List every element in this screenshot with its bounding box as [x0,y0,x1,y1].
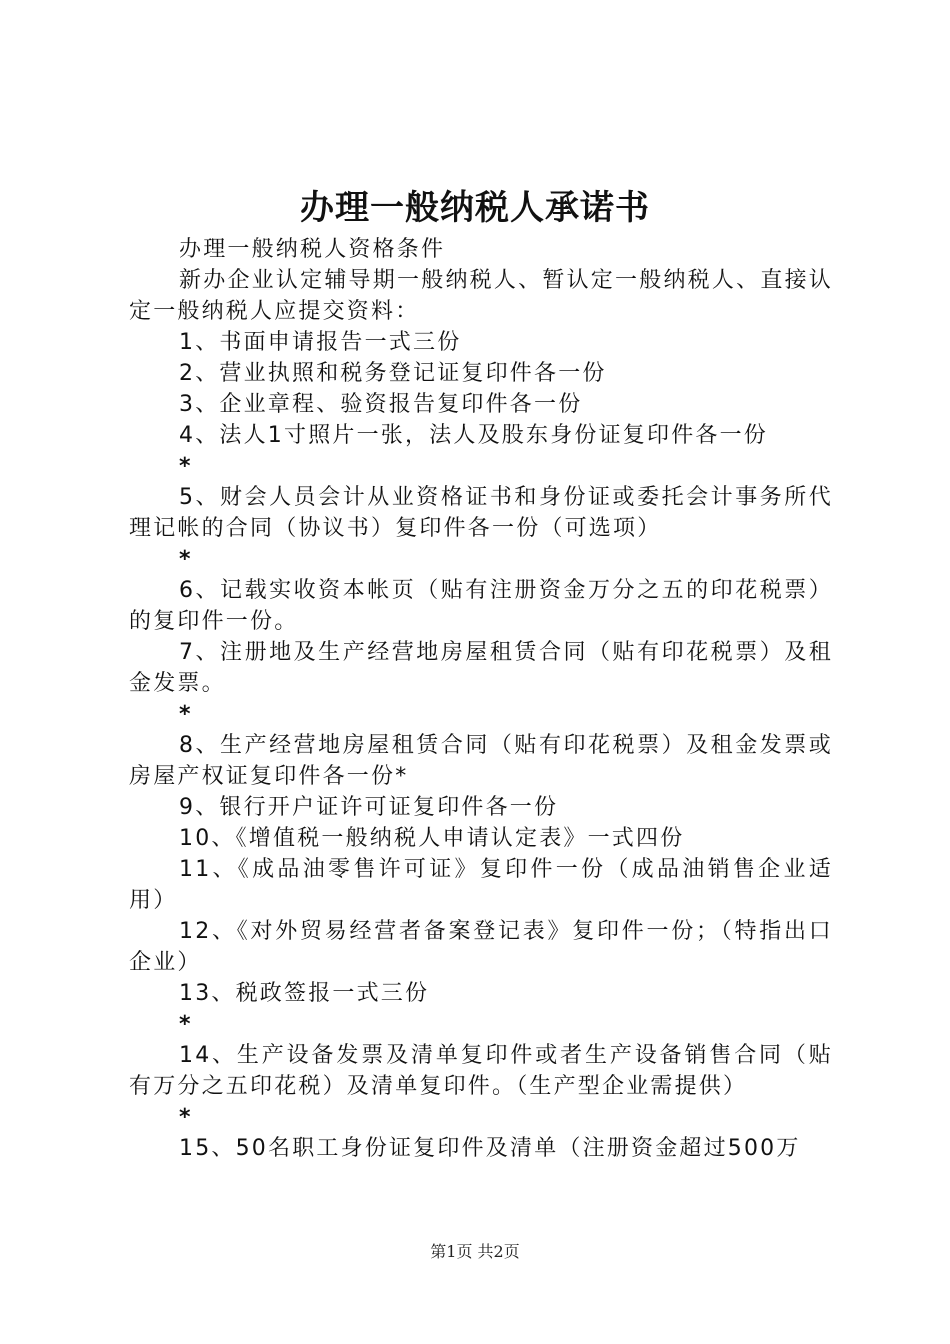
list-item: 8、生产经营地房屋租赁合同（贴有印花税票）及租金发票或房屋产权证复印件各一份* [129,733,833,789]
list-item: 3、企业章程、验资报告复印件各一份 [179,392,583,417]
list-item: 1、书面申请报告一式三份 [179,330,462,355]
list-item: 4、法人1寸照片一张，法人及股东身份证复印件各一份 [179,423,768,448]
list-item: 13、税政签报一式三份 [179,981,430,1006]
list-item: 7、注册地及生产经营地房屋租赁合同（贴有印花税票）及租金发票。 [129,640,833,696]
asterisk-marker: * [179,702,193,727]
paragraph: 新办企业认定辅导期一般纳税人、暂认定一般纳税人、直接认定一般纳税人应提交资料： [129,268,833,324]
list-item: 11、《成品油零售许可证》复印件一份（成品油销售企业适用） [129,857,833,913]
list-item: 5、财会人员会计从业资格证书和身份证或委托会计事务所代理记帐的合同（协议书）复印件各一份（可选项） [129,485,833,541]
asterisk-marker: * [179,454,193,479]
list-item: 2、营业执照和税务登记证复印件各一份 [179,361,607,386]
asterisk-marker: * [179,1012,193,1037]
list-item: 10、《增值税一般纳税人申请认定表》一式四份 [179,826,685,851]
document-title: 办理一般纳税人承诺书 [300,188,650,228]
list-item: 9、银行开户证许可证复印件各一份 [179,795,559,820]
list-item: 14、生产设备发票及清单复印件或者生产设备销售合同（贴有万分之五印花税）及清单复印件。（生产型企业需提供） [129,1043,833,1099]
list-item: 12、《对外贸易经营者备案登记表》复印件一份；（特指出口企业） [129,919,833,975]
asterisk-marker: * [179,547,193,572]
list-item: 6、记载实收资本帐页（贴有注册资金万分之五的印花税票）的复印件一份。 [129,578,833,634]
page-footer: 第1页 共2页 [430,1242,520,1261]
asterisk-marker: * [179,1105,193,1130]
paragraph: 办理一般纳税人资格条件 [179,237,446,262]
document-body [129,234,833,1164]
list-item: 15、50名职工身份证复印件及清单（注册资金超过500万 [179,1136,801,1161]
